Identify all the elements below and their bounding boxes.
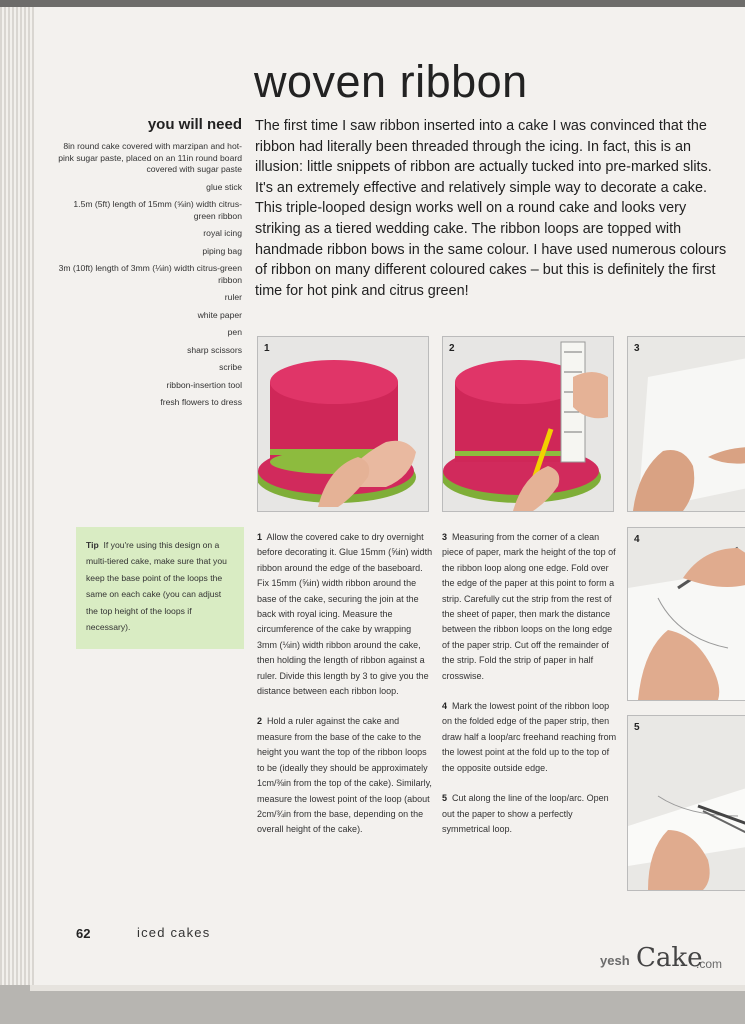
steps-column-1 bbox=[257, 530, 433, 853]
list-item: sharp scissors bbox=[187, 344, 242, 355]
step-photo-2 bbox=[442, 336, 614, 512]
step-text: Mark the lowest point of the ribbon loop on the folded edge of the paper strip, then draw half a loop/arc freehand reaching from the lowest point at the fold up to the top of the opposite outside edge. bbox=[442, 701, 617, 773]
list-item: white paper bbox=[197, 309, 242, 320]
step-number: 4 bbox=[442, 701, 448, 712]
step-photo-1 bbox=[257, 336, 429, 512]
step-text: Allow the covered cake to dry overnight before decorating it. Glue 15mm (⅝in) width ribbon around the edge of the baseboard. Fix 15mm (⅝in) width ribbon around the base of the cake, securing the join at the back with royal icing. Measure the circumference of the cake by wrapping 3mm (⅛in) width ribbon around the cake, then holding the length of ribbon against a ruler. Divide this length by 3 to give you the distance between each ribbon loop. bbox=[257, 532, 433, 697]
step-text: Hold a ruler against the cake and measure from the base of the cake to the height you want the top of the ribbon loops to be (ideally they should be approximately 1cm/⅜in from the top of the cake). Similarly, measure the lowest point of the loop (about 2cm/¾in from the base, depending on the overall height of the cake). bbox=[257, 716, 432, 835]
step-photo-4 bbox=[627, 527, 745, 701]
tip-body: If you're using this design on a multi-tiered cake, make sure that you keep the base point of the loops the same on each cake (you can adjust the top height of the loops if necessary). bbox=[86, 540, 227, 633]
page-title: woven ribbon bbox=[254, 56, 528, 107]
watermark-right: .com bbox=[696, 957, 723, 971]
step-photo-3 bbox=[627, 336, 745, 512]
draw-arc-illustration bbox=[628, 528, 745, 700]
watermark-logo bbox=[600, 941, 742, 975]
intro-paragraph: The first time I saw ribbon inserted into a cake I was convinced that the ribbon had literally been threaded through the icing. In fact, this is an illusion: little snippets of ribbon are actually tucked into pre-marked slits. It's an extremely effective and relatively simple way to decorate a cake. This triple-looped design works well on a round cake and looks very striking as a tiered wedding cake. The ribbon loops are topped with handmade ribbon bows in the same colour. I have used numerous colours of ribbon on many different coloured cakes – but this is definitely the first time for hot pink and citrus green! bbox=[255, 118, 727, 299]
photo-number: 5 bbox=[634, 722, 640, 733]
photo-number: 4 bbox=[634, 534, 640, 545]
list-item: royal icing bbox=[203, 228, 242, 238]
scan-bottom-edge bbox=[0, 985, 745, 1024]
you-will-need-list bbox=[58, 141, 242, 415]
tip-box bbox=[76, 527, 244, 649]
list-item: 3m (10ft) length of 3mm (⅛in) width citrus-green ribbon bbox=[58, 263, 242, 285]
step-3 bbox=[442, 530, 618, 684]
steps-column-2 bbox=[442, 530, 618, 852]
watermark-left: yesh bbox=[600, 953, 630, 968]
list-item: 1.5m (5ft) length of 15mm (⅝in) width citrus-green ribbon bbox=[73, 199, 242, 221]
you-will-need-heading: you will need bbox=[147, 116, 242, 133]
tip-text bbox=[86, 537, 234, 635]
photo-number: 3 bbox=[634, 343, 640, 354]
step-photo-5 bbox=[627, 715, 745, 891]
tip-label: Tip bbox=[86, 540, 99, 550]
list-item: ruler bbox=[224, 292, 242, 302]
step-2 bbox=[257, 714, 433, 837]
list-item: piping bag bbox=[202, 245, 242, 256]
photo-number: 1 bbox=[264, 343, 270, 354]
scan-top-edge bbox=[0, 0, 745, 7]
step-5 bbox=[442, 791, 618, 837]
step-number: 2 bbox=[257, 716, 263, 727]
page-stack-edge bbox=[0, 0, 34, 1024]
step-number: 5 bbox=[442, 793, 448, 804]
section-name: iced cakes bbox=[137, 925, 211, 940]
list-item: fresh flowers to dress bbox=[160, 397, 242, 407]
paper-fold-illustration bbox=[628, 337, 745, 511]
watermark-mid: Cake bbox=[636, 943, 703, 973]
step-number: 1 bbox=[257, 532, 263, 542]
cake-illustration bbox=[258, 337, 428, 511]
step-1 bbox=[257, 530, 433, 699]
step-text: Measuring from the corner of a clean piece of paper, mark the height of the top of the ribbon loop along one edge. Fold over the edge of the paper at this point to form a strip. Carefully cut the strip from the rest of the sheet of paper, then mark the distance between the ribbon loops on the long edge of the paper strip. Cut off the remainder of the strip. Fold the strip of paper in half crosswise. bbox=[442, 532, 616, 681]
cut-arc-illustration bbox=[628, 716, 745, 890]
step-4 bbox=[442, 699, 618, 776]
list-item: ribbon-insertion tool bbox=[166, 379, 242, 390]
list-item: pen bbox=[227, 327, 242, 337]
list-item: 8in round cake covered with marzipan and hot-pink sugar paste, placed on an 11in round board covered with sugar paste bbox=[58, 141, 242, 174]
photo-number: 2 bbox=[449, 343, 455, 354]
page-number: 62 bbox=[76, 926, 91, 941]
step-text: Cut along the line of the loop/arc. Open out the paper to show a perfectly symmetrical loop. bbox=[442, 793, 609, 834]
list-item: scribe bbox=[219, 362, 242, 372]
list-item: glue stick bbox=[206, 181, 242, 192]
cake-ruler-illustration bbox=[443, 337, 613, 511]
step-number: 3 bbox=[442, 532, 448, 542]
